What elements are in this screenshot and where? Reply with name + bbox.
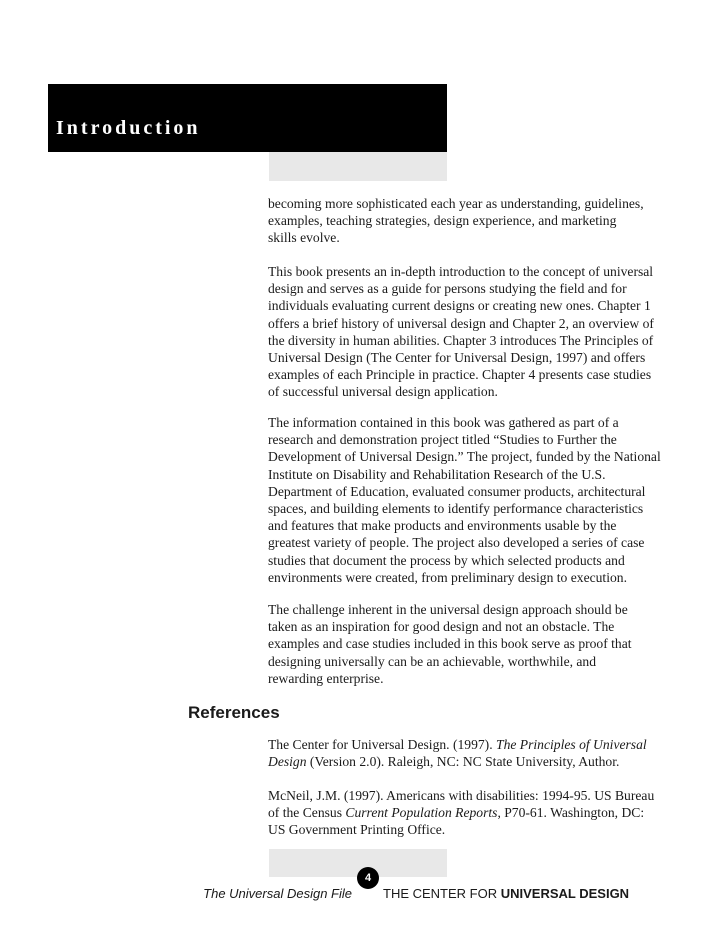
reference-text: The Center for Universal Design. (1997). [268, 737, 497, 752]
page-title: Introduction [56, 117, 201, 139]
text-line: of successful universal design application. [268, 384, 498, 400]
text-line: The challenge inherent in the universal design approach should be [268, 602, 628, 617]
paragraph-2 [268, 263, 668, 401]
text-line: examples and case studies included in this book serve as proof that [268, 636, 632, 652]
reference-text: , P70-61. Washington, DC: [497, 805, 645, 821]
text-line: environments were created, from preliminary design to execution. [268, 569, 627, 585]
text-line: examples of each Principle in practice. Chapter 4 presents case studies [268, 367, 652, 383]
text-line: Institute on Disability and Rehabilitation Research of the U.S. [268, 466, 606, 482]
reference-title: Design [268, 754, 307, 770]
footer-org-name: UNIVERSAL DESIGN [500, 886, 630, 901]
text-line: rewarding enterprise. [268, 670, 384, 686]
text-line [268, 753, 668, 770]
text-line: examples, teaching strategies, design experience, and marketing [268, 213, 617, 229]
text-line: and features that make products and environments usable by the [268, 518, 617, 534]
text-line: McNeil, J.M. (1997). Americans with disabilities: 1994-95. US Bureau [268, 788, 655, 803]
text-line: US Government Printing Office. [268, 822, 446, 838]
text-line: offers a brief history of universal design and Chapter 2, an overview of [268, 315, 654, 331]
text-line: Universal Design (The Center for Universal Design, 1997) and offers [268, 350, 646, 366]
paragraph-1 [268, 195, 668, 247]
text-line: Development of Universal Design.” The project, funded by the National [268, 449, 661, 465]
text-line: The information contained in this book was gathered as part of a [268, 415, 619, 430]
text-line: skills evolve. [268, 230, 340, 246]
text-line: studies that document the process by which selected products and [268, 552, 625, 568]
page-number: 4 [357, 867, 379, 889]
footer-org-prefix: THE CENTER FOR [383, 886, 501, 901]
text-line: Department of Education, evaluated consumer products, architectural [268, 483, 646, 499]
paragraph-4 [268, 601, 668, 687]
footer-organization [383, 886, 629, 901]
reference-1 [268, 736, 668, 770]
text-line: This book presents an in-depth introduction to the concept of universal [268, 264, 654, 279]
text-line: becoming more sophisticated each year as understanding, guidelines, [268, 196, 644, 211]
text-line: taken as an inspiration for good design and not an obstacle. The [268, 619, 615, 635]
text-line: spaces, and building elements to identify performance characteristics [268, 501, 644, 517]
text-line: greatest variety of people. The project also developed a series of case [268, 535, 645, 551]
text-line: individuals evaluating current designs or creating new ones. Chapter 1 [268, 298, 651, 314]
paragraph-3 [268, 414, 668, 586]
text-line [268, 736, 668, 753]
reference-text: of the Census [268, 805, 346, 821]
text-line: research and demonstration project titled “Studies to Further the [268, 432, 617, 448]
reference-title: Current Population Reports [345, 805, 498, 821]
reference-text: (Version 2.0). Raleigh, NC: NC State University, Author. [306, 754, 620, 770]
text-line: designing universally can be an achievable, worthwhile, and [268, 653, 597, 669]
references-heading: References [188, 703, 280, 722]
footer-publication-title: The Universal Design File [203, 886, 352, 901]
text-line: design and serves as a guide for persons studying the field and for [268, 281, 627, 297]
reference-title: The Principles of Universal [496, 737, 647, 752]
decorative-gray-block-top [269, 152, 447, 181]
text-line: the diversity in human abilities. Chapter 3 introduces The Principles of [268, 332, 654, 348]
reference-2 [268, 787, 668, 839]
text-line [268, 804, 668, 821]
